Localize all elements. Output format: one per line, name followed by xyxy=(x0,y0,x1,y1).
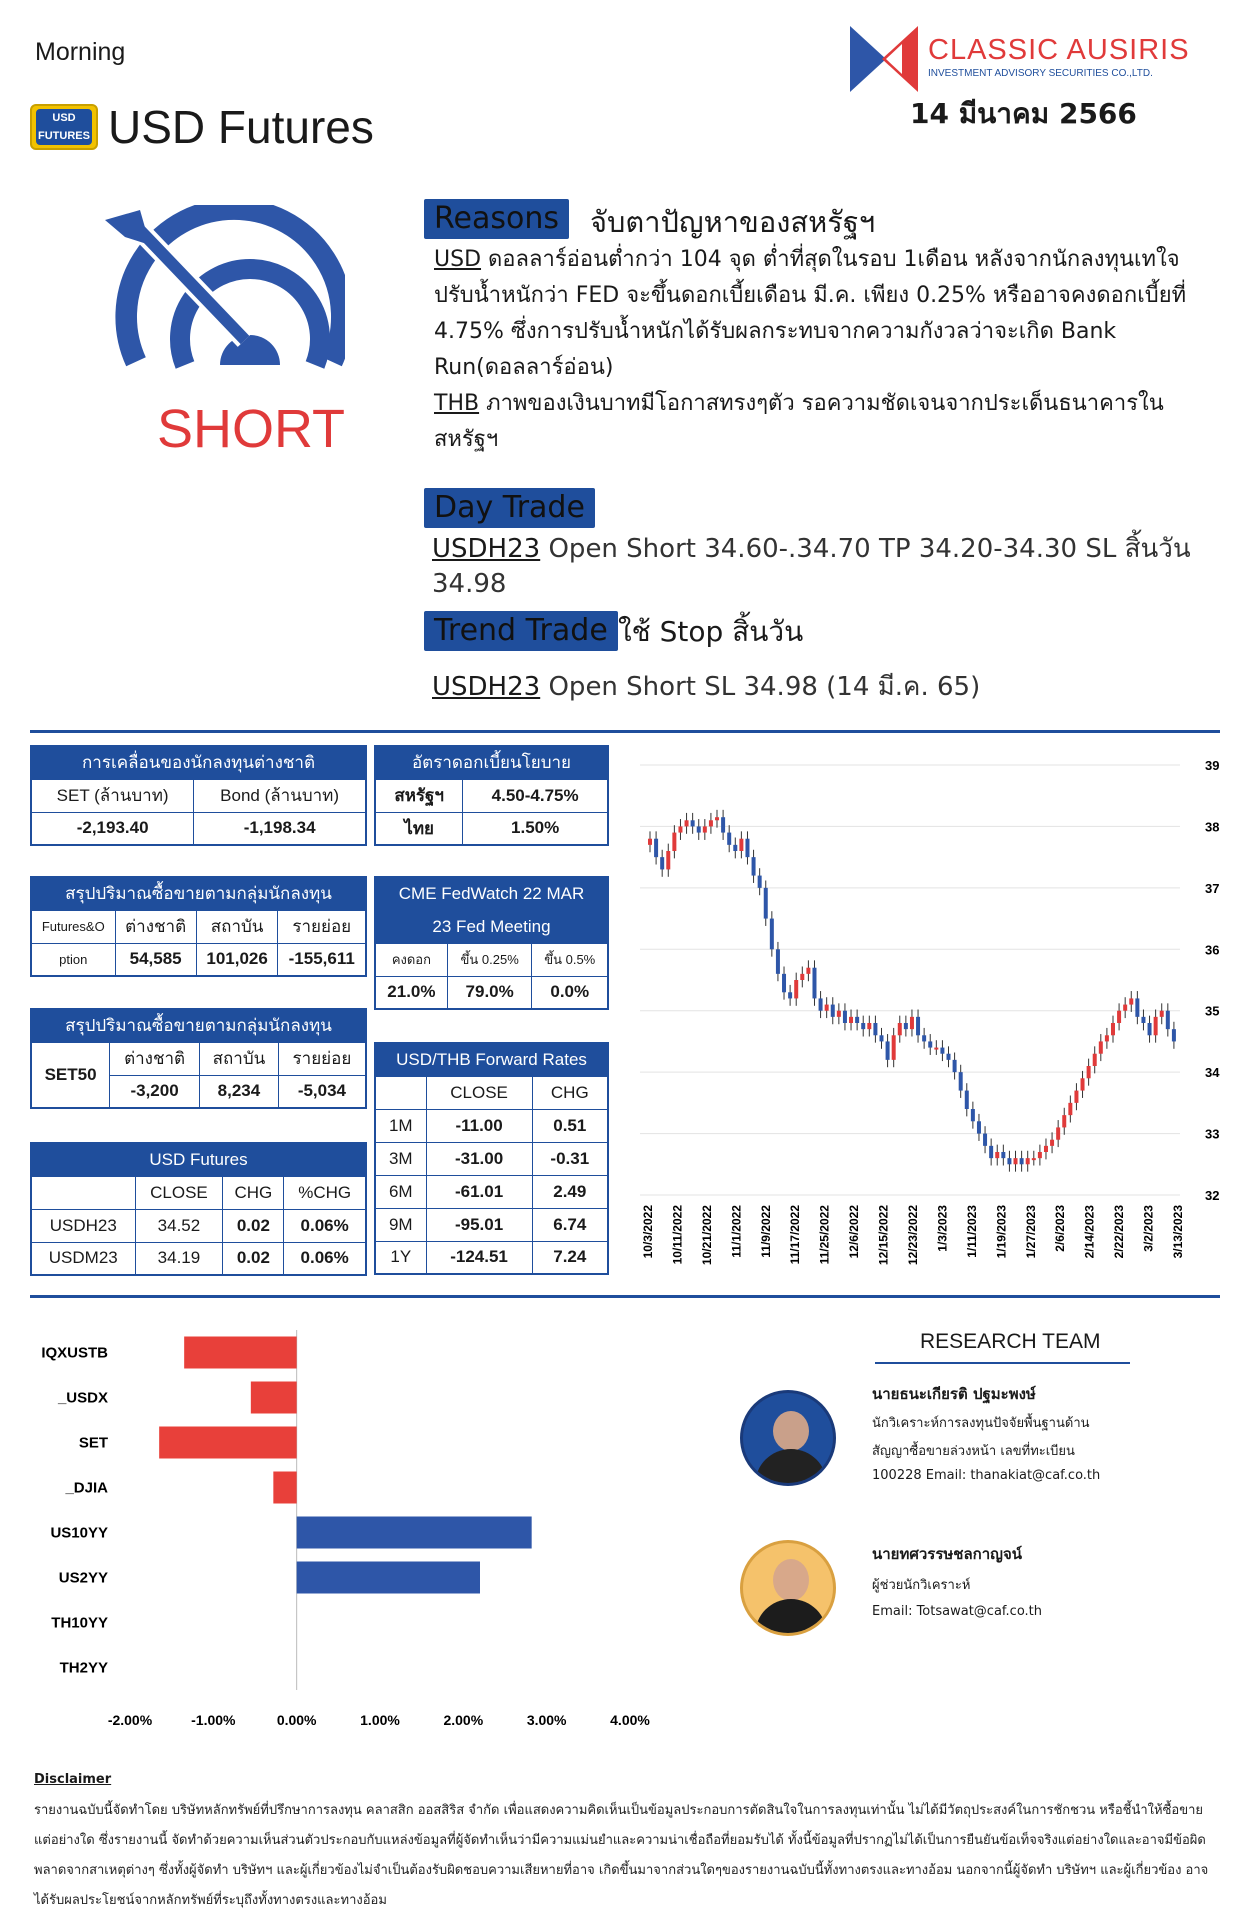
candle-body xyxy=(764,888,768,919)
futures-flow-h2: สถาบัน xyxy=(196,910,278,943)
forward-h1: CLOSE xyxy=(426,1076,532,1109)
candle-body xyxy=(1166,1011,1170,1029)
thb-text: ภาพของเงินบาทมีโอกาสทรงๆตัว รอความชัดเจนจากประเด็นธนาคารในสหรัฐฯ xyxy=(434,391,1164,452)
candle-body xyxy=(1135,998,1139,1016)
usd-futures-chg: 0.02 xyxy=(223,1209,284,1242)
candle-body xyxy=(703,826,707,832)
usd-futures-h2: CHG xyxy=(223,1176,284,1209)
candle-body xyxy=(1020,1158,1024,1164)
usd-futures-chg: 0.02 xyxy=(223,1242,284,1275)
candle-body xyxy=(654,839,658,857)
foreign-h1: SET (ล้านบาท) xyxy=(31,779,194,812)
x-tick-label: 11/1/2022 xyxy=(729,1205,744,1258)
x-tick-label: 1/11/2023 xyxy=(964,1205,979,1258)
candle-body xyxy=(1032,1158,1036,1160)
usd-futures-h3: %CHG xyxy=(284,1176,366,1209)
set50-flow-h1: ต่างชาติ xyxy=(110,1042,200,1075)
candle-body xyxy=(953,1060,957,1072)
candle-body xyxy=(788,992,792,998)
candle-body xyxy=(843,1011,847,1023)
y-tick-label: 36 xyxy=(1205,942,1220,958)
category-label: TH2YY xyxy=(59,1659,108,1677)
fedwatch-title-a: CME FedWatch 22 MAR xyxy=(375,877,608,910)
day-trade-line xyxy=(432,528,1252,599)
candle-body xyxy=(715,817,719,820)
morning-label: Morning xyxy=(35,38,126,66)
candle-body xyxy=(1026,1158,1030,1164)
report-date: 14 มีนาคม 2566 xyxy=(910,97,1137,130)
company-subtitle: INVESTMENT ADVISORY SECURITIES CO.,LTD. xyxy=(928,68,1153,79)
policy-v1: 4.50-4.75% xyxy=(463,779,608,812)
member-1-line-2: สัญญาซื้อขายล่วงหน้า เลขที่ทะเบียน xyxy=(872,1444,1075,1459)
candle-body xyxy=(904,1023,908,1029)
set50-flow-h2: สถาบัน xyxy=(200,1042,279,1075)
futures-flow-v2: 101,026 xyxy=(196,943,278,976)
futures-flow-v1: 54,585 xyxy=(115,943,196,976)
candle-body xyxy=(916,1017,920,1035)
x-tick-label: -1.00% xyxy=(191,1712,236,1728)
forward-chg: 2.49 xyxy=(532,1175,608,1208)
x-tick-label: 10/21/2022 xyxy=(699,1205,714,1266)
category-label: US10YY xyxy=(50,1524,108,1542)
policy-title: อัตราดอกเบี้ยนโยบาย xyxy=(375,746,608,779)
forward-close: -31.00 xyxy=(426,1142,532,1175)
forward-chg: -0.31 xyxy=(532,1142,608,1175)
bar xyxy=(251,1382,297,1414)
candle-body xyxy=(1068,1103,1072,1115)
candle-body xyxy=(812,968,816,999)
forward-close: -95.01 xyxy=(426,1208,532,1241)
forward-rates-table xyxy=(374,1042,609,1275)
candle-body xyxy=(983,1134,987,1146)
candle-body xyxy=(1105,1035,1109,1041)
forward-h2: CHG xyxy=(532,1076,608,1109)
avatar xyxy=(740,1390,836,1486)
category-label: _DJIA xyxy=(65,1479,108,1497)
candle-body xyxy=(1141,1017,1145,1023)
x-tick-label: 11/25/2022 xyxy=(817,1205,832,1265)
reasons-thb xyxy=(434,386,1204,458)
x-tick-label: 2/22/2023 xyxy=(1112,1205,1127,1259)
research-team-title: RESEARCH TEAM xyxy=(920,1330,1101,1353)
candle-body xyxy=(1001,1152,1005,1158)
forward-title: USD/THB Forward Rates xyxy=(375,1043,608,1076)
futures-flow-table xyxy=(30,876,367,977)
usd-futures-title: USD Futures xyxy=(31,1143,366,1176)
candle-body xyxy=(1044,1146,1048,1152)
bar xyxy=(273,1472,296,1504)
thb-key: THB xyxy=(434,391,480,416)
usd-futures-logo xyxy=(30,104,98,150)
forward-close: -61.01 xyxy=(426,1175,532,1208)
candle-body xyxy=(928,1041,932,1047)
fedwatch-table xyxy=(374,876,609,1010)
disclaimer-text: รายงานฉบับนี้จัดทำโดย บริษัทหลักทรัพย์ที่ปรึกษาการลงทุน คลาสสิก ออสสิริส จำกัด เพื่อแสดงความคิดเห็นเป็นข้อมูลประกอบการตัดสินใจในการลงทุนเท่านั้น ไม่ได้มีวัตถุประสงค์ในการชักชวน หรือชี้นำให้ซื้อขายแต่อย่างใด ซึ่งรายงานนี้ จัดทำด้วยความเห็นส่วนตัวประกอบกับแหล่งข้อมูลที่ผู้จัดทำเห็นว่ามีความแม่นยำและความน่าเชื่อถือที่ยอมรับได้ ทั้งนี้ข้อมูลที่ปรากฏไม่ได้เป็นการยืนยันข้อเท็จจริงแต่อย่างใดและอาจมีข้อผิดพลาดจากสาเหตุต่างๆ ซึ่งทั้งผู้จัดทำ บริษัทฯ และผู้เกี่ยวข้องไม่จำเป็นต้องรับผิดชอบความเสียหายที่อาจ เกิดขึ้นมาจากส่วนใดๆของรายงานฉบับนี้ทั้งทางตรงและทางอ้อม นอกจากนี้ผู้จัดทำ บริษัทฯ และผู้เกี่ยวข้อง อาจได้รับผลประโยชน์จากหลักทรัพย์ที่ระบุถึงทั้งทางตรงและทางอ้อม xyxy=(34,1803,1209,1908)
set50-flow-v3: -5,034 xyxy=(278,1075,366,1108)
futures-flow-label-b: ption xyxy=(31,943,115,976)
candle-body xyxy=(666,851,670,869)
futures-flow-v3: -155,611 xyxy=(278,943,366,976)
bar xyxy=(297,1517,532,1549)
usd-futures-table xyxy=(30,1142,367,1276)
member-1-name: นายธนะเกียรติ ปฐมะพงษ์ xyxy=(872,1385,1036,1403)
foreign-flow-table xyxy=(30,745,367,846)
candle-body xyxy=(1099,1041,1103,1053)
futures-flow-h1: ต่างชาติ xyxy=(115,910,196,943)
divider-mid xyxy=(30,1295,1220,1298)
candle-body xyxy=(660,857,664,869)
disclaimer-title: Disclaimer xyxy=(34,1772,112,1787)
forward-chg: 0.51 xyxy=(532,1109,608,1142)
x-tick-label: 1.00% xyxy=(360,1712,400,1728)
day-trade-text: Open Short 34.60-.34.70 TP 34.20-34.30 SL สิ้นวัน 34.98 xyxy=(432,534,1191,599)
member-2-line-1: ผู้ช่วยนักวิเคราะห์ xyxy=(872,1578,971,1593)
y-tick-label: 37 xyxy=(1205,880,1220,896)
bar xyxy=(159,1427,297,1459)
candle-body xyxy=(1129,998,1133,1004)
usd-futures-pct: 0.06% xyxy=(284,1242,366,1275)
candle-body xyxy=(898,1023,902,1035)
x-tick-label: 3.00% xyxy=(526,1712,567,1728)
candle-body xyxy=(892,1035,896,1060)
usd-futures-pct: 0.06% xyxy=(284,1209,366,1242)
candle-body xyxy=(886,1041,890,1059)
candle-body xyxy=(1148,1023,1152,1035)
company-name: CLASSIC AUSIRIS xyxy=(928,34,1190,66)
reasons-heading: จับตาปัญหาของสหรัฐฯ xyxy=(590,205,876,239)
candle-body xyxy=(794,980,798,998)
research-team-underline xyxy=(875,1362,1130,1364)
category-label: _USDX xyxy=(57,1389,108,1407)
candle-body xyxy=(800,974,804,980)
forward-tenor: 1Y xyxy=(375,1241,426,1274)
candle-body xyxy=(947,1054,951,1060)
category-label: TH10YY xyxy=(51,1614,108,1632)
candle-body xyxy=(825,1005,829,1011)
reasons-tag: Reasons xyxy=(424,199,569,239)
member-2-line-2: Email: Totsawat@caf.co.th xyxy=(872,1604,1043,1619)
futures-flow-label-a: Futures&O xyxy=(31,910,115,943)
usd-futures-name: USDH23 xyxy=(31,1209,135,1242)
candle-body xyxy=(959,1072,963,1090)
candle-body xyxy=(837,1011,841,1017)
set50-flow-v1: -3,200 xyxy=(110,1075,200,1108)
candle-body xyxy=(691,820,695,826)
x-tick-label: 2/14/2023 xyxy=(1082,1205,1097,1259)
candle-body xyxy=(739,839,743,851)
day-trade-tag: Day Trade xyxy=(424,488,595,528)
forward-tenor: 9M xyxy=(375,1208,426,1241)
usd-futures-h1: CLOSE xyxy=(135,1176,223,1209)
policy-r1: สหรัฐฯ xyxy=(375,779,463,812)
candle-body xyxy=(1160,1011,1164,1017)
x-tick-label: 12/15/2022 xyxy=(876,1205,891,1266)
x-tick-label: -2.00% xyxy=(107,1712,153,1728)
day-trade-symbol: USDH23 xyxy=(432,534,541,564)
candle-body xyxy=(971,1109,975,1121)
x-tick-label: 2/6/2023 xyxy=(1053,1205,1068,1252)
market-change-bar-chart xyxy=(30,1320,720,1740)
candle-body xyxy=(727,833,731,845)
candle-body xyxy=(752,857,756,875)
futures-flow-title: สรุปปริมาณซื้อขายตามกลุ่มนักลงทุน xyxy=(31,877,366,910)
avatar xyxy=(740,1540,836,1636)
candle-body xyxy=(831,1005,835,1017)
policy-v2: 1.50% xyxy=(463,812,608,845)
y-tick-label: 32 xyxy=(1205,1188,1220,1203)
candle-body xyxy=(806,968,810,974)
x-tick-label: 10/3/2022 xyxy=(641,1205,655,1259)
member-2-name: นายทศวรรษชลกาญจน์ xyxy=(872,1545,1022,1563)
usd-key: USD xyxy=(434,247,482,272)
bar xyxy=(184,1337,297,1369)
candle-body xyxy=(1050,1140,1054,1146)
forward-chg: 7.24 xyxy=(532,1241,608,1274)
set50-flow-h3: รายย่อย xyxy=(278,1042,366,1075)
candle-body xyxy=(733,845,737,851)
set50-flow-title: สรุปปริมาณซื้อขายตามกลุ่มนักลงทุน xyxy=(31,1009,366,1042)
x-tick-label: 1/27/2023 xyxy=(1023,1205,1038,1259)
forward-tenor: 1M xyxy=(375,1109,426,1142)
y-tick-label: 35 xyxy=(1205,1003,1220,1019)
candle-body xyxy=(934,1048,938,1050)
trend-trade-text: Open Short SL 34.98 (14 มี.ค. 65) xyxy=(548,672,981,702)
usd-text: ดอลลาร์อ่อนต่ำกว่า 104 จุด ต่ำที่สุดในรอบ 1เดือน หลังจากนักลงทุนเทใจปรับน้ำหนักว่า FED จะขึ้นดอกเบี้ยเดือน มี.ค. เพียง 0.25% หรืออาจคงดอกเบี้ยที่ 4.75% ซึ่งการปรับน้ำหนักได้รับผลกระทบจากความกังวลว่าจะเกิด Bank Run(ดอลลาร์อ่อน) xyxy=(434,247,1187,380)
candle-body xyxy=(1014,1158,1018,1164)
candle-body xyxy=(1087,1066,1091,1078)
usdthb-candlestick-chart xyxy=(630,745,1230,1285)
bar xyxy=(297,1562,480,1594)
usd-futures-logo-text: USD FUTURES xyxy=(36,109,92,145)
trend-trade-line xyxy=(432,666,980,707)
policy-r2: ไทย xyxy=(375,812,463,845)
usd-futures-name: USDM23 xyxy=(31,1242,135,1275)
target-arrow-icon xyxy=(95,205,345,375)
fedwatch-v2: 79.0% xyxy=(447,976,532,1009)
candle-body xyxy=(989,1146,993,1158)
candle-body xyxy=(1056,1127,1060,1139)
y-tick-label: 33 xyxy=(1205,1126,1220,1142)
forward-tenor: 6M xyxy=(375,1175,426,1208)
x-tick-label: 10/11/2022 xyxy=(670,1205,685,1265)
category-label: US2YY xyxy=(58,1569,108,1587)
fedwatch-title-b: 23 Fed Meeting xyxy=(375,910,608,943)
forward-close: -124.51 xyxy=(426,1241,532,1274)
x-tick-label: 4.00% xyxy=(610,1712,650,1728)
usd-futures-close: 34.52 xyxy=(135,1209,223,1242)
candle-body xyxy=(1111,1023,1115,1035)
candle-body xyxy=(873,1023,877,1035)
candle-body xyxy=(1007,1158,1011,1164)
fedwatch-v1: 21.0% xyxy=(375,976,447,1009)
candle-body xyxy=(745,839,749,857)
usd-futures-close: 34.19 xyxy=(135,1242,223,1275)
x-tick-label: 11/9/2022 xyxy=(758,1205,773,1258)
candle-body xyxy=(648,839,652,845)
x-tick-label: 12/23/2022 xyxy=(906,1205,920,1266)
trend-trade-heading: ใช้ Stop สิ้นวัน xyxy=(618,615,804,648)
candle-body xyxy=(1074,1091,1078,1103)
set50-flow-v2: 8,234 xyxy=(200,1075,279,1108)
category-label: SET xyxy=(78,1434,108,1452)
candle-body xyxy=(678,826,682,832)
fedwatch-h3: ขึ้น 0.5% xyxy=(532,943,608,976)
candle-body xyxy=(1093,1054,1097,1066)
candle-body xyxy=(1154,1017,1158,1035)
candle-body xyxy=(1172,1029,1176,1041)
y-tick-label: 38 xyxy=(1205,819,1220,835)
company-logo-mark xyxy=(850,26,918,92)
forward-close: -11.00 xyxy=(426,1109,532,1142)
candle-body xyxy=(758,876,762,888)
candle-body xyxy=(697,826,701,832)
candle-body xyxy=(995,1152,999,1158)
x-tick-label: 3/2/2023 xyxy=(1141,1205,1156,1252)
candle-body xyxy=(1038,1152,1042,1158)
y-tick-label: 34 xyxy=(1205,1065,1220,1081)
candle-body xyxy=(782,974,786,992)
x-tick-label: 3/13/2023 xyxy=(1171,1205,1185,1259)
reasons-usd xyxy=(434,242,1204,386)
foreign-v1: -2,193.40 xyxy=(31,812,194,845)
category-label: IQXUSTB xyxy=(41,1344,108,1362)
member-1-line-3: 100228 Email: thanakiat@caf.co.th xyxy=(872,1468,1101,1483)
candle-body xyxy=(940,1048,944,1054)
candle-body xyxy=(1117,1011,1121,1023)
trend-trade-tag: Trend Trade xyxy=(424,611,618,651)
member-1-line-1: นักวิเคราะห์การลงทุนปัจจัยพื้นฐานด้าน xyxy=(872,1416,1090,1431)
fedwatch-v3: 0.0% xyxy=(532,976,608,1009)
candle-body xyxy=(965,1091,969,1109)
x-tick-label: 1/19/2023 xyxy=(994,1205,1009,1259)
candle-body xyxy=(776,949,780,974)
foreign-h2: Bond (ล้านบาท) xyxy=(194,779,366,812)
fedwatch-h2: ขึ้น 0.25% xyxy=(447,943,532,976)
candle-body xyxy=(685,820,689,826)
candle-body xyxy=(819,998,823,1010)
forward-tenor: 3M xyxy=(375,1142,426,1175)
signal-label: SHORT xyxy=(157,399,346,459)
x-tick-label: 12/6/2022 xyxy=(847,1205,862,1259)
page-title: USD Futures xyxy=(108,101,374,153)
set50-flow-table xyxy=(30,1008,367,1109)
x-tick-label: 1/3/2023 xyxy=(935,1205,950,1252)
futures-flow-h3: รายย่อย xyxy=(278,910,366,943)
x-tick-label: 11/17/2022 xyxy=(788,1205,803,1265)
candle-body xyxy=(910,1017,914,1029)
x-tick-label: 2.00% xyxy=(443,1712,484,1728)
foreign-v2: -1,198.34 xyxy=(194,812,366,845)
candle-body xyxy=(1062,1115,1066,1127)
candle-body xyxy=(1123,1005,1127,1011)
divider-top xyxy=(30,730,1220,733)
candle-body xyxy=(855,1017,859,1023)
y-tick-label: 39 xyxy=(1205,758,1220,773)
candle-body xyxy=(709,820,713,826)
candle-body xyxy=(721,817,725,832)
candle-body xyxy=(977,1121,981,1133)
foreign-title: การเคลื่อนของนักลงทุนต่างชาติ xyxy=(31,746,366,779)
candle-body xyxy=(849,1017,853,1023)
candle-body xyxy=(1081,1078,1085,1090)
x-tick-label: 0.00% xyxy=(276,1712,317,1728)
forward-chg: 6.74 xyxy=(532,1208,608,1241)
set50-flow-label: SET50 xyxy=(31,1042,110,1108)
candle-body xyxy=(867,1023,871,1029)
policy-rate-table xyxy=(374,745,609,846)
candle-body xyxy=(672,833,676,851)
candle-body xyxy=(770,919,774,950)
fedwatch-h1: คงดอก xyxy=(375,943,447,976)
trend-trade-symbol: USDH23 xyxy=(432,672,541,702)
candle-body xyxy=(879,1035,883,1041)
candle-body xyxy=(861,1023,865,1029)
candle-body xyxy=(922,1035,926,1041)
